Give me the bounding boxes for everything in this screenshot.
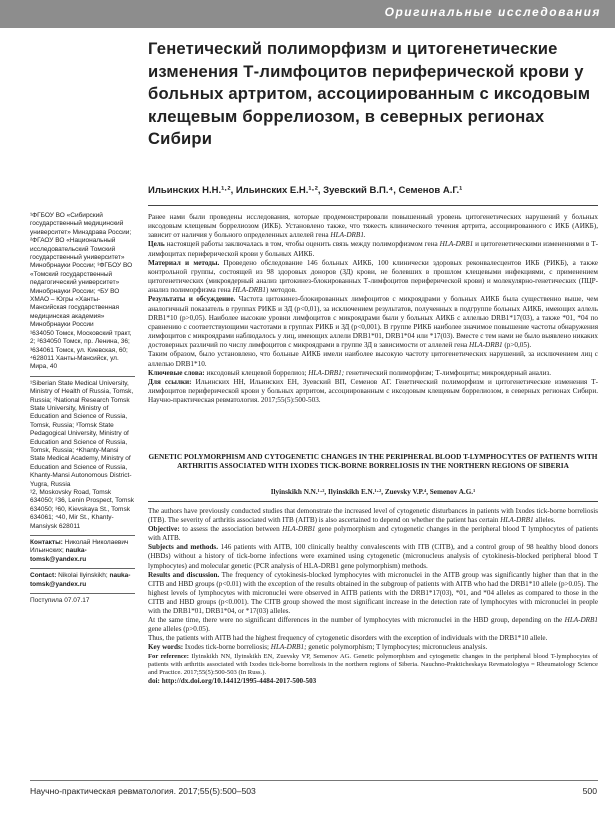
addresses-en: ¹2, Moskovsky Road, Tomsk 634050; ²36, Lenin Prospect, Tomsk 634050; ³60, Kievskaya St., Tomsk 634061; ⁴40, Mir St., Khanty-Mansiysk 628011: [30, 489, 134, 530]
ru-results: [148, 295, 598, 350]
contact-ru: [30, 539, 135, 564]
en-results-label: Results and discussion.: [148, 570, 220, 579]
divider: [148, 205, 598, 206]
ru-aim-gene: HLA-DRB1: [439, 240, 474, 249]
en-intro-gene: HLA-DRB1: [500, 516, 534, 525]
ru-results-gene: HLA-DRB1: [469, 341, 503, 350]
en-reference-label: For reference:: [148, 652, 189, 660]
article-title: Генетический полиморфизм и цитогенетические изменения Т-лимфоцитов периферической крови у больных артритом, ассоциированным с иксодовым клещевым боррелиозом, в северных регионах Сибири: [148, 39, 591, 148]
abstract-en: [148, 507, 598, 686]
ru-results-end: (p>0,05).: [504, 341, 532, 350]
divider: [30, 593, 135, 594]
divider: [30, 376, 135, 377]
authors-ru: Ильинских Н.Н.¹·², Ильинских Е.Н.¹·², Зуевский В.П.⁴, Семенов А.Г.¹: [148, 185, 463, 196]
affiliations-en: ¹Siberian State Medical University, Ministry of Health of Russia, Tomsk, Russia; ²National Research Tomsk State University, Ministry of Education and Science of Russia, Tomsk, Russia; ³Tomsk State Pedagogical University, Ministry of Education and Science of Russia, Tomsk, Russia; ⁴Khanty-Mansi State Medical Academy, Ministry of Education and Science of Russia, Khanty-Mansi Autonomous District-Yugra, Russia: [30, 379, 134, 488]
ru-intro-text: Ранее нами были проведены исследования, которые продемонстрировали повышенный уровень цитогенетических нарушений у больных иксодовым клещевым боррелиозом (ИКБ). Установлено также, что тяжесть клинического течения артрита, ассоциированного с ИКБ (АИКБ), зависит от наличия у больного определенных аллелей гена: [148, 213, 598, 240]
contact-en-email[interactable]: nauka-tomsk@yandex.ru: [30, 572, 131, 588]
section-label: Оригинальные исследования: [384, 5, 601, 19]
footer-journal: Научно-практическая ревматология. 2017;55(5):500–503: [30, 786, 256, 796]
en-objective-end: gene polymorphism and cytogenetic changes in the peripheral blood T lymphocytes of patients with AITB.: [148, 525, 598, 543]
ru-methods-gene: HLA-DRB1: [232, 286, 267, 295]
addresses-ru: ¹634050 Томск, Московский тракт, 2; ²634050 Томск, пр. Ленина, 36; ³634061 Томск, ул. Киевская, 60; ⁴628011 Ханты-Мансийск, ул. Мира, 40: [30, 329, 132, 371]
ru-methods-end: ) методов.: [266, 286, 297, 295]
contact-en-name: Nikolai Ilyinskikh;: [58, 572, 108, 580]
ru-keywords-gene: HLA-DRB1;: [308, 368, 345, 377]
en-intro-end: alleles.: [535, 516, 556, 525]
doi-label: doi:: [148, 677, 160, 686]
ru-aim-end: и цитогенетическими изменениями в Т-лимфоцитах периферической крови у больных АИКБ.: [148, 240, 598, 258]
abstract-ru: [148, 213, 598, 405]
en-keywords-text: Ixodes tick-borne borreliosis;: [184, 643, 269, 652]
en-intro-text: The authors have previously conducted studies that demonstrate the increased level of cytogenetic disturbances in patients with Ixodes tick-borne borreliosis (ITB). The severity of arthritis associated with ITB (AITB) is also ascertained to depend on whether the patient has certain: [148, 507, 598, 525]
ru-keywords: [148, 369, 598, 378]
en-results2-end: gene alleles (p>0.05).: [148, 625, 210, 634]
en-results: [148, 571, 598, 616]
page-number: 500: [582, 786, 597, 796]
ru-methods-label: Материал и методы.: [148, 258, 220, 267]
en-objective: [148, 525, 598, 543]
ru-aim-label: Цель: [148, 240, 165, 249]
divider: [30, 568, 135, 569]
english-title: GENETIC POLYMORPHISM AND CYTOGENETIC CHANGES IN THE PERIPHERAL BLOOD T-LYMPHOCYTES OF PATIENTS WITH ARTHRITIS ASSOCIATED WITH IXODES TICK-BORNE BORRELIOSIS IN THE NORTHERN REGIONS OF SIBERIA: [148, 452, 598, 471]
ru-results-text: Частота цитокинез-блокированных лимфоцитов с микроядрами у больных АИКБ была существенно выше, чем аналогичный показатель в группах РИКБ и ЗД (p<0,01), за исключением результатов, полученных в подгруппе больных АИКБ, имеющих аллель DRB1*10 (p>0,05). Наиболее высокие уровни лимфоцитов с микроядрами были у больных АИКБ с аллелью DRB1*17(03), а также *01, *04 по сравнению с соответствующими частотами в группах РИКБ и ЗД (p<0,001). В группе РИКБ наиболее значимое повышение частоты обнаружения лимфоцитов с микроядрами наблюдалось у лиц, имеющих аллели DRB1*01, DRB1*04 или *17(03). Вместе с тем нами не было выявлено никаких достоверных различий по числу лимфоцитов с микроядрами в группе ЗД в зависимости от аллелей гена: [148, 295, 598, 350]
ru-aim: [148, 240, 598, 258]
en-keywords-end: genetic polymorphism; T lymphocytes; micronucleus analysis.: [308, 643, 488, 652]
en-subjects-text: 146 patients with AITB, 100 clinically healthy convalescents with ITB (CITB), and a control group of 98 healthy blood donors (HBDs) without a history of tick-borne infections were examined using cytogenetic (micronucleus analysis of cytokinesis-blocked peripheral blood T lymphocytes) and molecular genetic (PCR analysis of HLA-DRB1 gene polymorphism) methods.: [148, 543, 598, 570]
en-objective-label: Objective:: [148, 525, 180, 534]
ru-intro: [148, 213, 598, 240]
ru-results-label: Результаты и обсуждение.: [148, 295, 236, 304]
en-results2-text: At the same time, there were no significant differences in the number of lymphocytes with micronuclei in the HBD group, depending on the: [148, 616, 563, 625]
ru-aim-text: настоящей работы заключалась в том, чтобы оценить связь между полиморфизмом гена: [166, 240, 438, 249]
en-objective-gene: HLA-DRB1: [282, 525, 316, 534]
divider: [30, 780, 598, 781]
contact-ru-email[interactable]: nauka-tomsk@yandex.ru: [30, 547, 87, 563]
ru-methods: [148, 259, 598, 296]
contact-en: [30, 572, 135, 589]
en-keywords-gene: HLA-DRB1;: [270, 643, 307, 652]
divider: [30, 535, 135, 536]
ru-methods-text: Проведено обследование 146 больных АИКБ, 100 клинически здоровых реконвалесцентов ИКБ (РИКБ), а также контрольной группы, состоящей из 98 здоровых доноров (ЗД) крови, не болевших в прошлом клещевыми инфекциями, с применением цитогенетических (микроядерный анализ цитокинез-блокированных Т-лимфоцитов периферической крови) и молекулярно-генетических (ПЦР-анализ полиморфизма гена: [148, 258, 599, 295]
en-reference: [148, 653, 598, 678]
ru-intro-gene: HLA-DRB1.: [330, 231, 366, 240]
contact-en-label: Contact:: [30, 572, 57, 580]
authors-en: Ilyinskikh N.N.¹·², Ilyinskikh E.N.¹·², Zuevsky V.P.⁴, Semenov A.G.¹: [270, 488, 476, 496]
en-subjects: [148, 543, 598, 570]
en-results2-gene: HLA-DRB1: [564, 616, 598, 625]
ru-citation-label: Для ссылки:: [148, 377, 192, 386]
contact-ru-name: Николай Николаевич Ильинских;: [30, 539, 129, 555]
en-conclusion: Thus, the patients with AITB had the highest frequency of cytogenetic disorders with the exception of individuals with the DRB1*10 allele.: [148, 634, 548, 643]
ru-conclusion: Таким образом, было установлено, что больные АИКБ имели наиболее высокую частоту цитогенетических нарушений, за исключением лиц с аллелью DRB1*10.: [148, 350, 598, 368]
ru-citation-text: Ильинских НН, Ильинских ЕН, Зуевский ВП, Семенов АГ. Генетический полиморфизм и цитогенетические изменения Т-лимфоцитов периферической крови у больных артритом, ассоциированным с иксодовым клещевым боррелиозом, в северных регионах Сибири. Научно-практическая ревматология. 2017;55(5):500-503.: [148, 377, 598, 405]
affiliations-ru: ¹ФГБОУ ВО «Сибирский государственный медицинский университет» Минздрава России; ²ФГАОУ ВО «Национальный исследовательский Томский государственный университет» Минобрнауки России; ³ФГБОУ ВО «Томский государственный педагогический университет» Минобрнауки России; ⁴БУ ВО ХМАО – Югры «Ханты-Мансийская государственная медицинская академия» Минобрнауки России: [30, 212, 133, 329]
section-band: [0, 0, 615, 28]
en-reference-text: Ilyinskikh NN, Ilyinskikh EN, Zuevsky VP, Semenov AG. Genetic polymorphism and cytogenetic changes in the peripheral blood T-lymphocytes of patients with arthritis associated with Ixodes tick-borne borreliosis in the northern regions of Siberia. Nauchno-Prakticheskaya Revmatologiya = Rheumatology Science and Practice. 2017;55(5):500-503 (In Russ.).: [148, 652, 599, 677]
en-intro: [148, 507, 598, 525]
en-results-2: [148, 616, 598, 634]
ru-keywords-end: генетический полиморфизм; Т-лимфоциты; микроядерный анализ.: [345, 368, 552, 377]
ru-citation: [148, 378, 598, 405]
en-objective-text: to assess the association between: [182, 525, 280, 534]
en-subjects-label: Subjects and methods.: [148, 543, 218, 552]
doi-link[interactable]: http://dx.doi.org/10.14412/1995-4484-2017-500-503: [161, 677, 317, 686]
en-results-text: The frequency of cytokinesis-blocked lymphocytes with micronuclei in the AITB group was significantly higher than that in the CITB and HBD groups (p<0.01) with the exception of the results obtained in the subgroup of patients with AITB who had the DRB1*10 allele (p>0.05). The highest levels of lymphocytes with micronuclei were observed in AITB patients with the DRB1*17(03), *01, and *04 alleles as compared to those in the CITB and HBD groups (p<0.001). The CITB group showed the most significant increase in the detection rate of lymphocytes with micronuclei in people with the DRB1*01, DRB1*04, or *17(03) alleles.: [148, 570, 599, 616]
ru-keywords-label: Ключевые слова:: [148, 368, 205, 377]
affiliations-sidebar: [30, 212, 135, 605]
en-keywords-label: Key words:: [148, 643, 184, 652]
received-date: Поступила 07.07.17: [30, 597, 90, 605]
ru-keywords-text: иксодовый клещевой боррелиоз;: [206, 368, 307, 377]
doi: [148, 677, 598, 686]
divider: [148, 501, 598, 502]
contact-ru-label: Контакты:: [30, 539, 63, 547]
en-keywords: [148, 643, 598, 652]
